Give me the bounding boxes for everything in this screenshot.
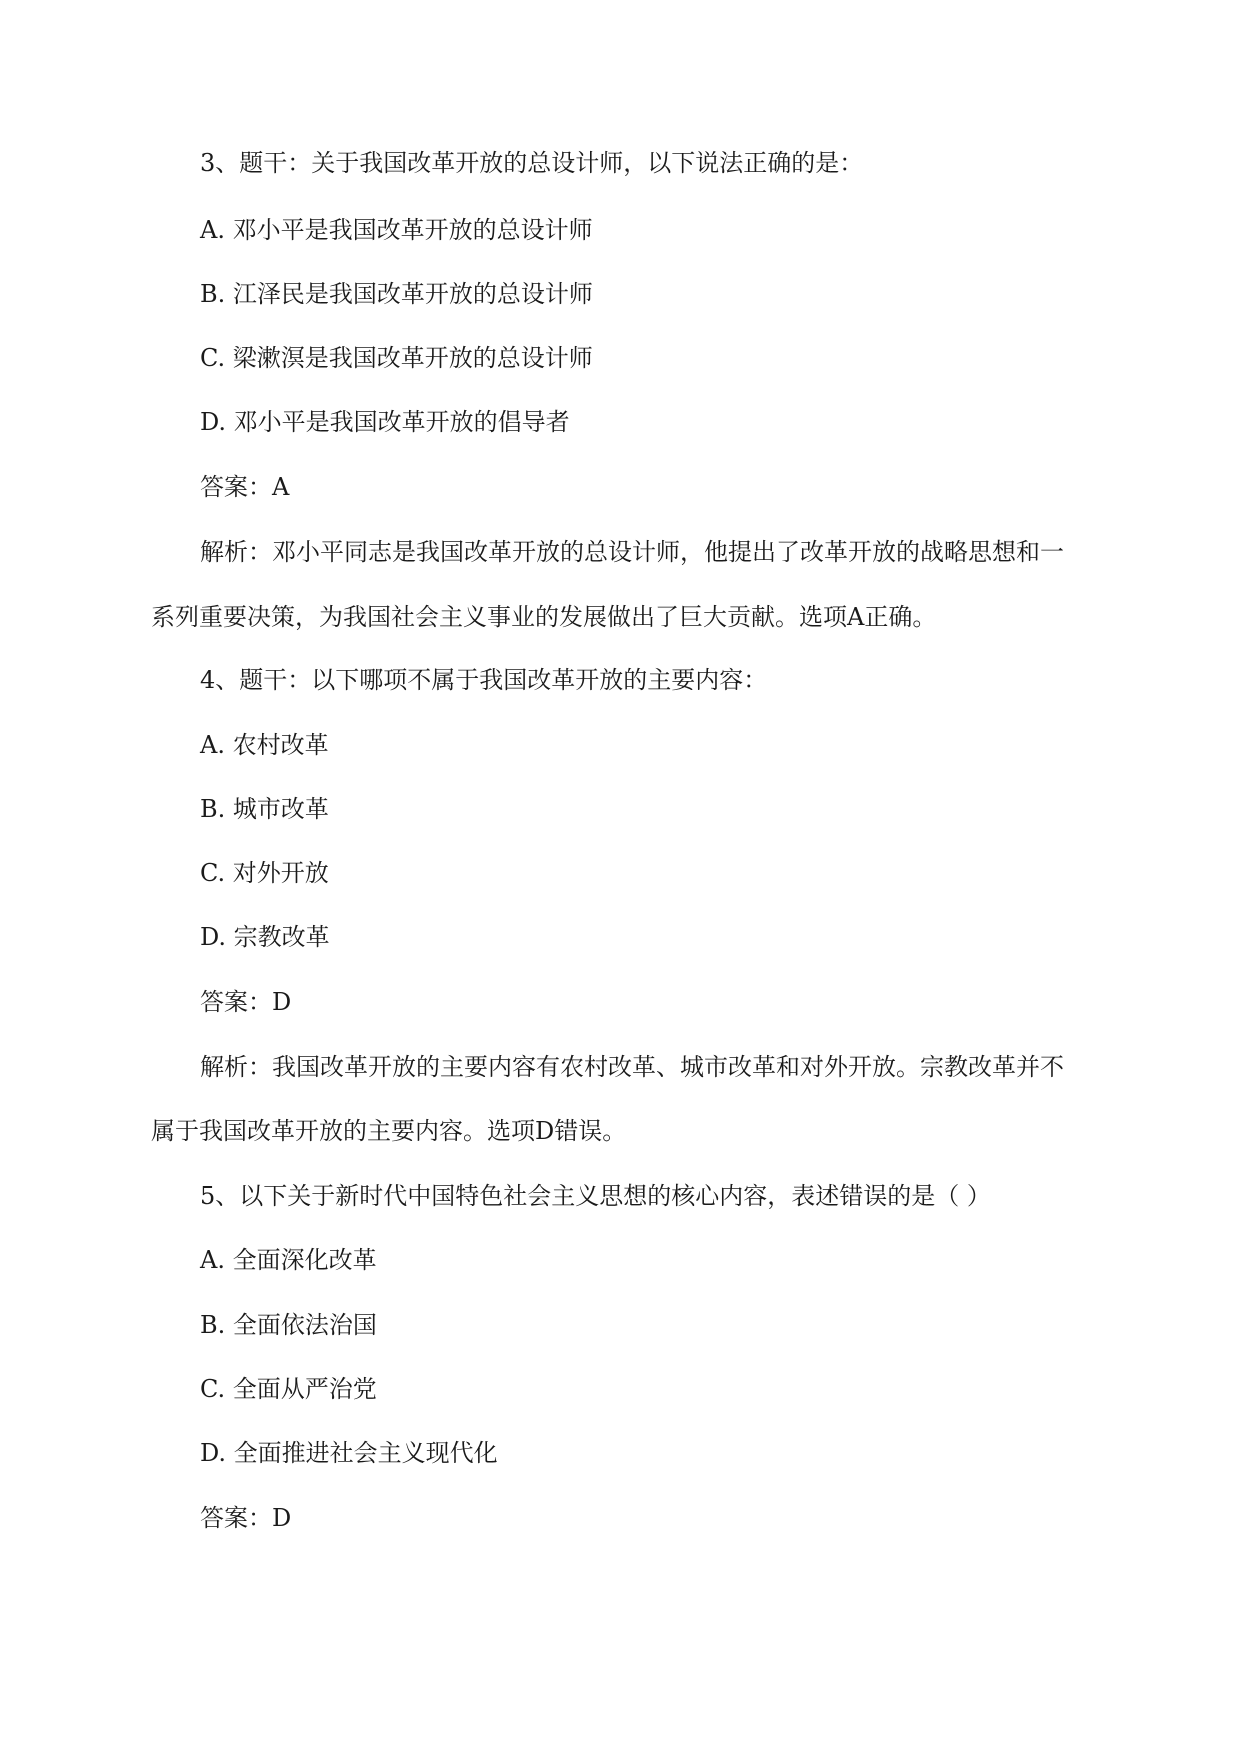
option-a: A. 邓小平是我国改革开放的总设计师 <box>200 216 593 244</box>
option-d: D. 全面推进社会主义现代化 <box>200 1439 498 1467</box>
analysis-text-line2: 系列重要决策，为我国社会主义事业的发展做出了巨大贡献。选项A正确。 <box>151 603 937 631</box>
answer-text: 答案：A <box>200 473 290 501</box>
option-a: A. 全面深化改革 <box>200 1246 377 1274</box>
option-b: B. 城市改革 <box>200 795 329 823</box>
answer-text: 答案：D <box>200 988 292 1016</box>
question-stem: 5、以下关于新时代中国特色社会主义思想的核心内容，表述错误的是（ ） <box>200 1182 991 1210</box>
option-a: A. 农村改革 <box>200 731 329 759</box>
analysis-text-line1: 解析：邓小平同志是我国改革开放的总设计师，他提出了改革开放的战略思想和一 <box>200 538 1064 566</box>
option-c: C. 梁漱溟是我国改革开放的总设计师 <box>200 344 593 372</box>
analysis-text-line2: 属于我国改革开放的主要内容。选项D错误。 <box>151 1117 627 1145</box>
question-stem: 3、题干：关于我国改革开放的总设计师，以下说法正确的是： <box>200 149 864 177</box>
option-c: C. 全面从严治党 <box>200 1375 377 1403</box>
answer-text: 答案：D <box>200 1504 292 1532</box>
analysis-text-line1: 解析：我国改革开放的主要内容有农村改革、城市改革和对外开放。宗教改革并不 <box>200 1053 1064 1081</box>
option-d: D. 邓小平是我国改革开放的倡导者 <box>200 408 570 436</box>
option-b: B. 江泽民是我国改革开放的总设计师 <box>200 280 593 308</box>
question-stem: 4、题干：以下哪项不属于我国改革开放的主要内容： <box>200 666 768 694</box>
option-d: D. 宗教改革 <box>200 923 330 951</box>
option-b: B. 全面依法治国 <box>200 1311 377 1339</box>
option-c: C. 对外开放 <box>200 859 329 887</box>
